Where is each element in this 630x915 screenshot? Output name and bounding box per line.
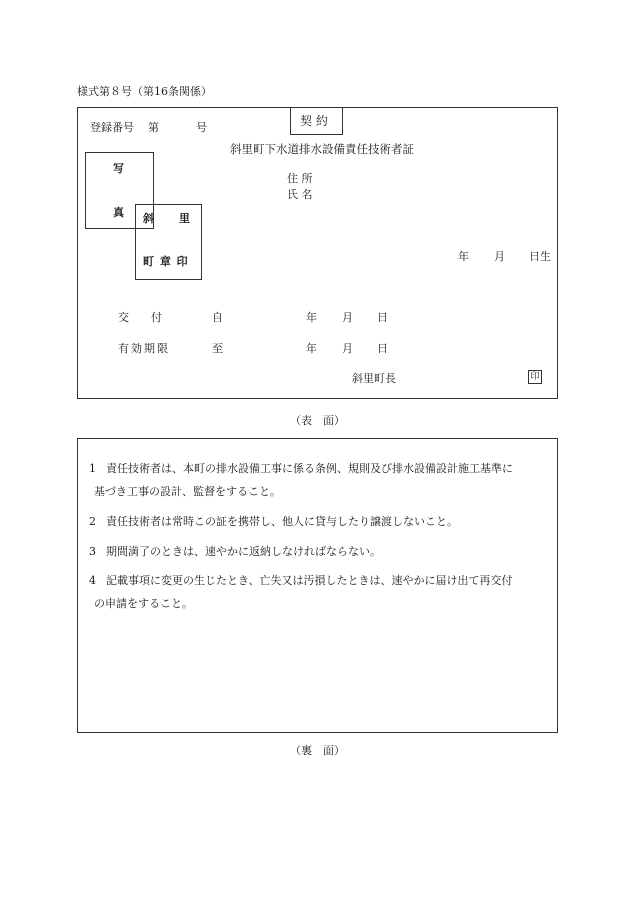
seal-bottom-label: 町 章 印 — [143, 255, 189, 268]
validity-to: 至 — [212, 342, 223, 355]
mayor-title: 斜里町長 — [352, 372, 396, 385]
registration-label: 登録番号 — [90, 121, 134, 134]
seal-char-1: 斜 — [143, 212, 154, 225]
seal-char-2: 里 — [179, 212, 190, 225]
validity-day: 日 — [377, 342, 388, 355]
back-item-1-line1: 責任技術者は、本町の排水設備工事に係る条例、規則及び排水設備設計施工基準に — [106, 462, 513, 475]
back-item-2-line1: 責任技術者は常時この証を携帯し、他人に貸与したり譲渡しないこと。 — [106, 515, 458, 528]
name-label: 氏 名 — [287, 188, 313, 201]
issue-year: 年 — [306, 311, 317, 324]
registration-dai: 第 — [148, 121, 159, 134]
back-item-3-line1: 期間満了のときは、速やかに返納しなければならない。 — [106, 545, 381, 558]
contract-label: 契 約 — [300, 114, 328, 128]
issue-month: 月 — [342, 311, 353, 324]
back-item-1-line2: 基づき工事の設計、監督をすること。 — [94, 485, 281, 498]
back-item-3-number: 3 — [89, 545, 96, 558]
validity-year: 年 — [306, 342, 317, 355]
issue-from: 自 — [212, 311, 223, 324]
seal-mark-icon: 印 — [528, 370, 542, 384]
issue-day: 日 — [377, 311, 388, 324]
birth-day: 日生 — [529, 250, 551, 263]
birth-month: 月 — [494, 250, 505, 263]
back-caption: （裏 面） — [290, 744, 345, 757]
birth-year: 年 — [458, 250, 469, 263]
front-caption: （表 面） — [290, 414, 345, 427]
card-title: 斜里町下水道排水設備責任技術者証 — [230, 142, 414, 156]
registration-go: 号 — [196, 121, 207, 134]
issue-label: 交 付 — [118, 311, 162, 324]
back-item-4-line1: 記載事項に変更の生じたとき、亡失又は汚損したときは、速やかに届け出て再交付 — [106, 574, 513, 587]
back-item-4-line2: の申請をすること。 — [94, 597, 193, 610]
address-label: 住 所 — [287, 172, 313, 185]
photo-label-bottom: 真 — [113, 206, 124, 219]
form-number: 様式第８号（第16条関係） — [77, 85, 212, 98]
photo-label-top: 写 — [113, 162, 124, 175]
validity-label: 有効期限 — [118, 342, 170, 355]
back-item-1-number: 1 — [89, 462, 96, 475]
back-item-2-number: 2 — [89, 515, 96, 528]
back-item-4-number: 4 — [89, 574, 96, 587]
validity-month: 月 — [342, 342, 353, 355]
